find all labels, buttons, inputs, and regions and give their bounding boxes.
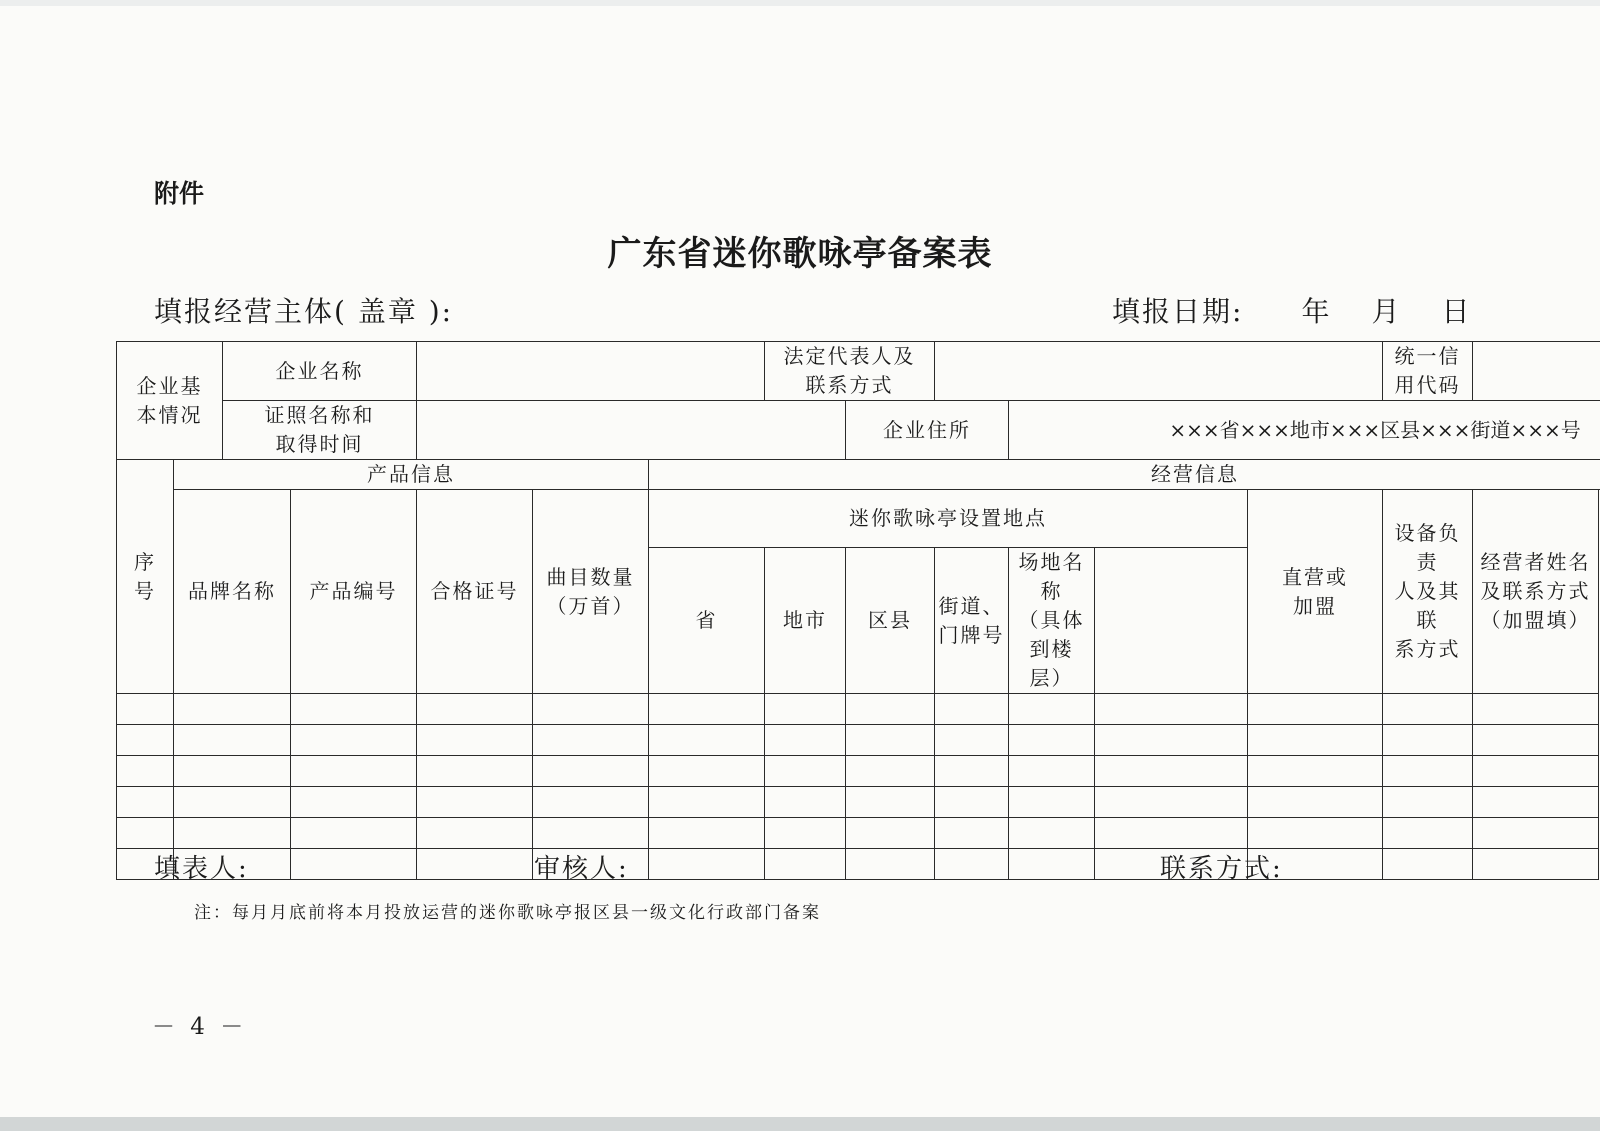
table-cell[interactable] xyxy=(1383,694,1473,725)
table-cell[interactable] xyxy=(1009,849,1095,880)
direct-line2: 加盟 xyxy=(1293,593,1338,618)
province-header: 省 xyxy=(649,548,765,694)
song-count-header xyxy=(533,490,649,694)
table-cell[interactable] xyxy=(846,787,935,818)
legal-rep-label-line1: 法定代表人及 xyxy=(783,344,916,368)
company-name-field[interactable] xyxy=(417,342,765,401)
date-year: 年 xyxy=(1301,295,1332,328)
table-cell[interactable] xyxy=(765,787,846,818)
table-cell[interactable] xyxy=(1473,849,1599,880)
table-cell[interactable] xyxy=(533,756,649,787)
address-value: ×××省×××地市×××区县×××街道×××号 xyxy=(1009,401,1600,460)
equipment-contact-header xyxy=(1383,490,1473,694)
table-cell[interactable] xyxy=(291,818,417,849)
table-cell[interactable] xyxy=(1383,818,1473,849)
city-header: 地市 xyxy=(765,548,846,694)
table-cell[interactable] xyxy=(417,694,533,725)
basic-info-label-line1: 企业基 xyxy=(136,373,203,398)
table-row xyxy=(117,818,1600,849)
license-label-line2: 取得时间 xyxy=(275,432,364,456)
table-cell[interactable] xyxy=(935,787,1009,818)
table-cell[interactable] xyxy=(1248,756,1383,787)
table-cell[interactable] xyxy=(117,694,174,725)
table-cell[interactable] xyxy=(1009,725,1095,756)
table-cell[interactable] xyxy=(846,818,935,849)
song-count-line1: 曲目数量 xyxy=(546,564,635,589)
table-row xyxy=(117,849,1600,880)
page-number: － 4 － xyxy=(152,1014,248,1040)
venue-header xyxy=(1009,548,1095,694)
venue-line2: （具体到楼 xyxy=(1018,608,1085,661)
equipment-line1: 设备负责 xyxy=(1394,521,1461,574)
table-cell[interactable] xyxy=(649,725,765,756)
table-cell[interactable] xyxy=(174,818,291,849)
table-cell[interactable] xyxy=(649,849,765,880)
footnote: 注：每月月底前将本月投放运营的迷你歌咏亭报区县一级文化行政部门备案 xyxy=(194,903,821,923)
table-cell[interactable] xyxy=(935,725,1009,756)
table-cell[interactable] xyxy=(765,818,846,849)
table-cell[interactable] xyxy=(1095,725,1248,756)
operator-line1: 经营者姓名 xyxy=(1480,550,1591,574)
direct-line1: 直营或 xyxy=(1282,564,1349,589)
equipment-line2: 人及其联 xyxy=(1394,579,1461,632)
table-cell[interactable] xyxy=(533,787,649,818)
table-cell[interactable] xyxy=(174,787,291,818)
table-cell[interactable] xyxy=(533,818,649,849)
basic-info-row-2 xyxy=(117,401,1600,460)
fill-date xyxy=(1112,290,1471,330)
table-cell[interactable] xyxy=(117,756,174,787)
basic-info-row-1 xyxy=(117,342,1600,401)
table-cell[interactable] xyxy=(649,756,765,787)
table-cell[interactable] xyxy=(1473,818,1599,849)
street-header: 街道、门牌号 xyxy=(935,548,1009,694)
table-cell[interactable] xyxy=(533,725,649,756)
scan-top-edge xyxy=(0,0,1600,6)
table-cell[interactable] xyxy=(935,818,1009,849)
legal-rep-label-line2: 联系方式 xyxy=(805,373,894,397)
table-cell[interactable] xyxy=(1095,694,1248,725)
company-name-label: 企业名称 xyxy=(223,342,417,401)
table-cell[interactable] xyxy=(649,694,765,725)
table-cell[interactable] xyxy=(174,694,291,725)
table-cell[interactable] xyxy=(417,849,533,880)
credit-code-field[interactable] xyxy=(1473,342,1600,401)
table-cell[interactable] xyxy=(765,849,846,880)
direct-or-franchise-header xyxy=(1248,490,1383,694)
license-field[interactable] xyxy=(417,401,846,460)
table-cell[interactable] xyxy=(291,787,417,818)
seq-header-line1: 序 xyxy=(134,549,156,574)
table-cell[interactable] xyxy=(846,694,935,725)
table-cell[interactable] xyxy=(417,818,533,849)
table-cell[interactable] xyxy=(1473,756,1599,787)
table-cell[interactable] xyxy=(1009,756,1095,787)
county-header: 区县 xyxy=(846,548,935,694)
table-cell[interactable] xyxy=(291,756,417,787)
table-cell[interactable] xyxy=(117,818,174,849)
table-cell[interactable] xyxy=(1095,787,1248,818)
table-cell[interactable] xyxy=(649,787,765,818)
table-cell[interactable] xyxy=(1248,694,1383,725)
header-row-groups xyxy=(117,460,1600,490)
table-cell[interactable] xyxy=(765,725,846,756)
table-row xyxy=(117,694,1600,725)
table-cell[interactable] xyxy=(117,787,174,818)
table-cell[interactable] xyxy=(1009,787,1095,818)
table-cell[interactable] xyxy=(649,818,765,849)
table-row xyxy=(117,787,1600,818)
table-cell[interactable] xyxy=(1248,787,1383,818)
table-cell[interactable] xyxy=(935,849,1009,880)
header-row-columns xyxy=(117,490,1600,548)
table-cell[interactable] xyxy=(1248,818,1383,849)
basic-info-label xyxy=(117,342,223,460)
table-cell[interactable] xyxy=(291,694,417,725)
table-row xyxy=(117,756,1600,787)
brand-name-header: 品牌名称 xyxy=(174,490,291,694)
business-info-header: 经营信息 xyxy=(649,460,1600,490)
page-title: 广东省迷你歌咏亭备案表 xyxy=(607,234,993,274)
license-label-line1: 证照名称和 xyxy=(264,403,375,427)
table-cell[interactable] xyxy=(935,694,1009,725)
contact-label: 联系方式: xyxy=(1160,854,1283,884)
table-cell[interactable] xyxy=(765,756,846,787)
table-cell[interactable] xyxy=(846,756,935,787)
song-count-line2: （万首） xyxy=(546,593,635,618)
date-day: 日 xyxy=(1441,295,1472,328)
table-cell[interactable] xyxy=(1383,849,1473,880)
filler-signature-label: 填表人: xyxy=(154,854,249,884)
table-cell[interactable] xyxy=(1009,694,1095,725)
product-info-header: 产品信息 xyxy=(174,460,649,490)
table-cell[interactable] xyxy=(174,756,291,787)
legal-rep-field[interactable] xyxy=(935,342,1383,401)
operator-contact-header xyxy=(1473,490,1599,694)
table-cell[interactable] xyxy=(1383,725,1473,756)
seq-header-line2: 号 xyxy=(134,578,156,603)
table-cell[interactable] xyxy=(846,849,935,880)
product-no-header: 产品编号 xyxy=(291,490,417,694)
venue-line1: 场地名称 xyxy=(1018,550,1085,603)
table-cell[interactable] xyxy=(1383,756,1473,787)
reviewer-signature-label: 审核人: xyxy=(534,854,629,884)
legal-rep-label xyxy=(765,342,935,401)
scan-bottom-edge xyxy=(0,1117,1600,1131)
table-cell[interactable] xyxy=(765,694,846,725)
table-cell[interactable] xyxy=(417,787,533,818)
basic-info-label-line2: 本情况 xyxy=(136,402,203,427)
table-cell[interactable] xyxy=(291,725,417,756)
table-cell[interactable] xyxy=(1473,725,1599,756)
filler-label: 填报经营主体( 盖章 ): xyxy=(154,295,454,328)
license-label xyxy=(223,401,417,460)
table-cell[interactable] xyxy=(291,849,417,880)
table-cell[interactable] xyxy=(846,725,935,756)
seq-header xyxy=(117,460,174,694)
certificate-no-header: 合格证号 xyxy=(417,490,533,694)
date-label: 填报日期: xyxy=(1112,295,1244,328)
location-header: 迷你歌咏亭设置地点 xyxy=(649,490,1248,548)
credit-code-label-line2: 用代码 xyxy=(1394,373,1461,397)
credit-code-label-line1: 统一信 xyxy=(1394,344,1461,368)
attachment-label: 附件 xyxy=(154,179,205,208)
equipment-line3: 系方式 xyxy=(1394,637,1461,661)
operator-line2: 及联系方式 xyxy=(1480,579,1591,603)
table-cell[interactable] xyxy=(1473,694,1599,725)
table-cell[interactable] xyxy=(417,725,533,756)
table-cell[interactable] xyxy=(174,725,291,756)
table-cell[interactable] xyxy=(1473,787,1599,818)
table-cell[interactable] xyxy=(1248,725,1383,756)
table-cell[interactable] xyxy=(1009,818,1095,849)
table-cell[interactable] xyxy=(1095,818,1248,849)
table-row xyxy=(117,725,1600,756)
credit-code-label xyxy=(1383,342,1473,401)
venue-line3: 层） xyxy=(1029,666,1074,690)
address-label: 企业住所 xyxy=(846,401,1009,460)
table-cell[interactable] xyxy=(533,694,649,725)
table-cell[interactable] xyxy=(117,725,174,756)
filing-form-table xyxy=(116,341,1600,880)
table-cell[interactable] xyxy=(1383,787,1473,818)
operator-line3: （加盟填） xyxy=(1480,608,1591,632)
date-month: 月 xyxy=(1371,295,1402,328)
table-cell[interactable] xyxy=(935,756,1009,787)
table-cell[interactable] xyxy=(1095,756,1248,787)
table-cell[interactable] xyxy=(417,756,533,787)
